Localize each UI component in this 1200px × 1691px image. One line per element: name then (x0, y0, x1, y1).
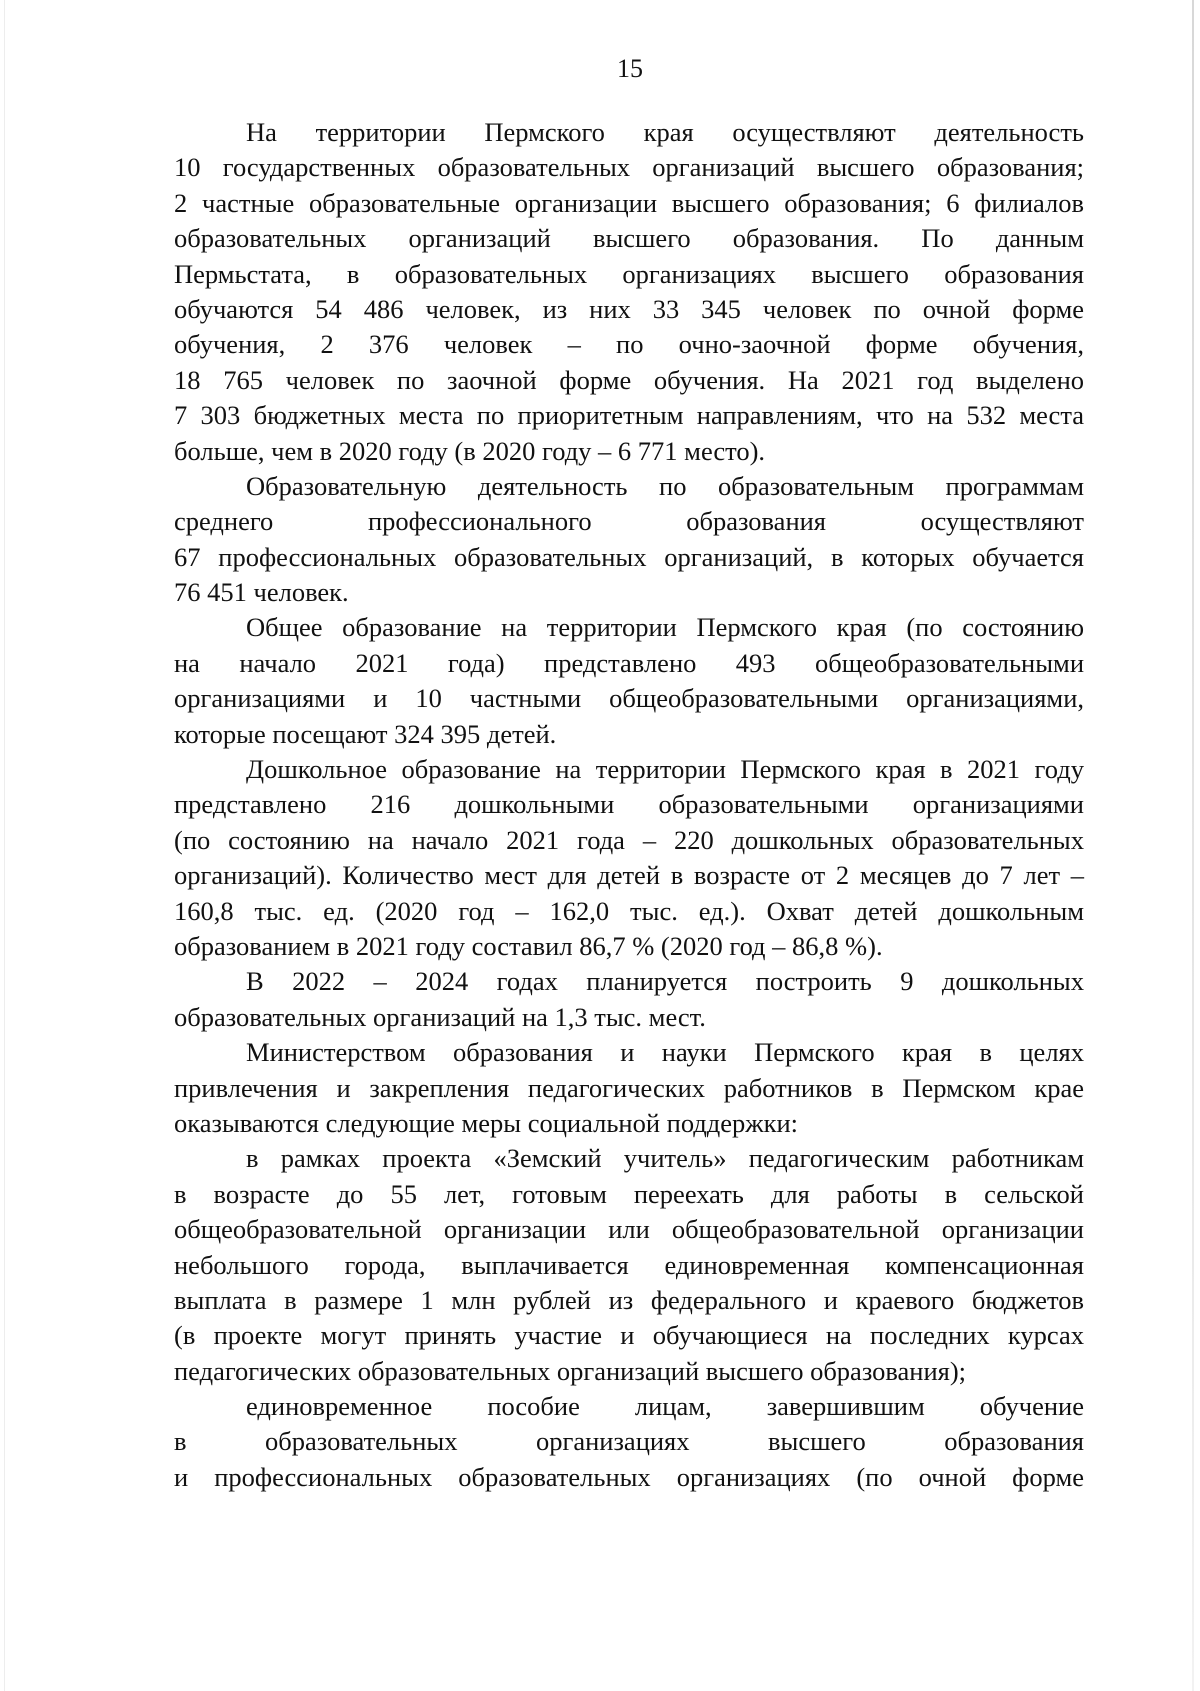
scan-edge-right (1192, 0, 1194, 1691)
text-line: 18 765 человек по заочной форме обучения. На 2021 год выделено (174, 364, 1084, 395)
text-line: 160,8 тыс. ед. (2020 год – 162,0 тыс. ед.). Охват детей дошкольным (174, 895, 1084, 926)
page-number: 15 (617, 54, 643, 83)
text-line: которые посещают 324 395 детей. (174, 718, 557, 749)
paragraph-zemsky-teacher (174, 1141, 1084, 1389)
text-line: в возрасте до 55 лет, готовым переехать для работы в сельской (174, 1178, 1084, 1209)
text-line: 10 государственных образовательных организаций высшего образования; (174, 152, 1084, 183)
text-line: небольшого города, выплачивается единовременная компенсационная (174, 1249, 1084, 1280)
text-line: 76 451 человек. (174, 577, 349, 608)
text-line: общеобразовательной организации или общеобразовательной организации (174, 1214, 1084, 1245)
paragraph-higher-education (174, 115, 1084, 469)
text-line: Министерством образования и науки Пермского края в целях (246, 1037, 1084, 1068)
text-line: Дошкольное образование на территории Пермского края в 2021 году (246, 754, 1084, 785)
paragraph-vocational-education (174, 469, 1084, 611)
text-line: среднего профессионального образования осуществляют (174, 506, 1084, 537)
text-line: (в проекте могут принять участие и обучающиеся на последних курсах (174, 1320, 1084, 1351)
text-line: больше, чем в 2020 году (в 2020 году – 6 771 место). (174, 435, 766, 466)
text-line: образовательных организаций высшего образования. По данным (174, 223, 1084, 254)
text-line: образованием в 2021 году составил 86,7 % (2020 год – 86,8 %). (174, 930, 883, 961)
scan-edge-left (4, 0, 5, 1691)
text-line: оказываются следующие меры социальной поддержки: (174, 1107, 799, 1138)
text-line: На территории Пермского края осуществляют деятельность (246, 117, 1084, 147)
paragraph-construction-plan (174, 964, 1084, 1035)
text-line: единовременное пособие лицам, завершившим обучение (246, 1391, 1084, 1422)
paragraph-preschool-education (174, 752, 1084, 964)
paragraph-one-time-allowance (174, 1389, 1084, 1495)
text-line: Образовательную деятельность по образовательным программам (246, 470, 1084, 501)
text-line: образовательных организаций на 1,3 тыс. мест. (174, 1001, 706, 1032)
text-line: организаций). Количество мест для детей в возрасте от 2 месяцев до 7 лет – (174, 860, 1084, 891)
text-line: (по состоянию на начало 2021 года – 220 дошкольных образовательных (174, 824, 1084, 855)
text-line: педагогических образовательных организаций высшего образования); (174, 1355, 967, 1386)
body-text (174, 115, 1084, 1495)
text-line: выплата в размере 1 млн рублей из федерального и краевого бюджетов (174, 1284, 1084, 1315)
text-line: на начало 2021 года) представлено 493 общеобразовательными (174, 647, 1084, 678)
text-line: организациями и 10 частными общеобразовательными организациями, (174, 683, 1084, 714)
text-line: 2 частные образовательные организации высшего образования; 6 филиалов (174, 187, 1084, 218)
text-line: В 2022 – 2024 годах планируется построить 9 дошкольных (246, 966, 1084, 997)
text-line: Пермьстата, в образовательных организациях высшего образования (174, 258, 1084, 289)
text-line: обучаются 54 486 человек, из них 33 345 человек по очной форме (174, 293, 1084, 324)
text-line: 67 профессиональных образовательных организаций, в которых обучается (174, 541, 1084, 572)
text-line: в образовательных организациях высшего образования (174, 1426, 1084, 1457)
text-line: в рамках проекта «Земский учитель» педагогическим работникам (246, 1143, 1084, 1174)
text-line: обучения, 2 376 человек – по очно-заочной форме обучения, (174, 329, 1084, 360)
paragraph-support-measures (174, 1035, 1084, 1141)
text-line: Общее образование на территории Пермского края (по состоянию (246, 612, 1084, 643)
paragraph-general-education (174, 610, 1084, 752)
text-line: представлено 216 дошкольными образовательными организациями (174, 789, 1084, 820)
text-line: привлечения и закрепления педагогических работников в Пермском крае (174, 1072, 1084, 1103)
text-line: 7 303 бюджетных места по приоритетным направлениям, что на 532 места (174, 400, 1084, 431)
text-line: и профессиональных образовательных организациях (по очной форме (174, 1461, 1084, 1492)
